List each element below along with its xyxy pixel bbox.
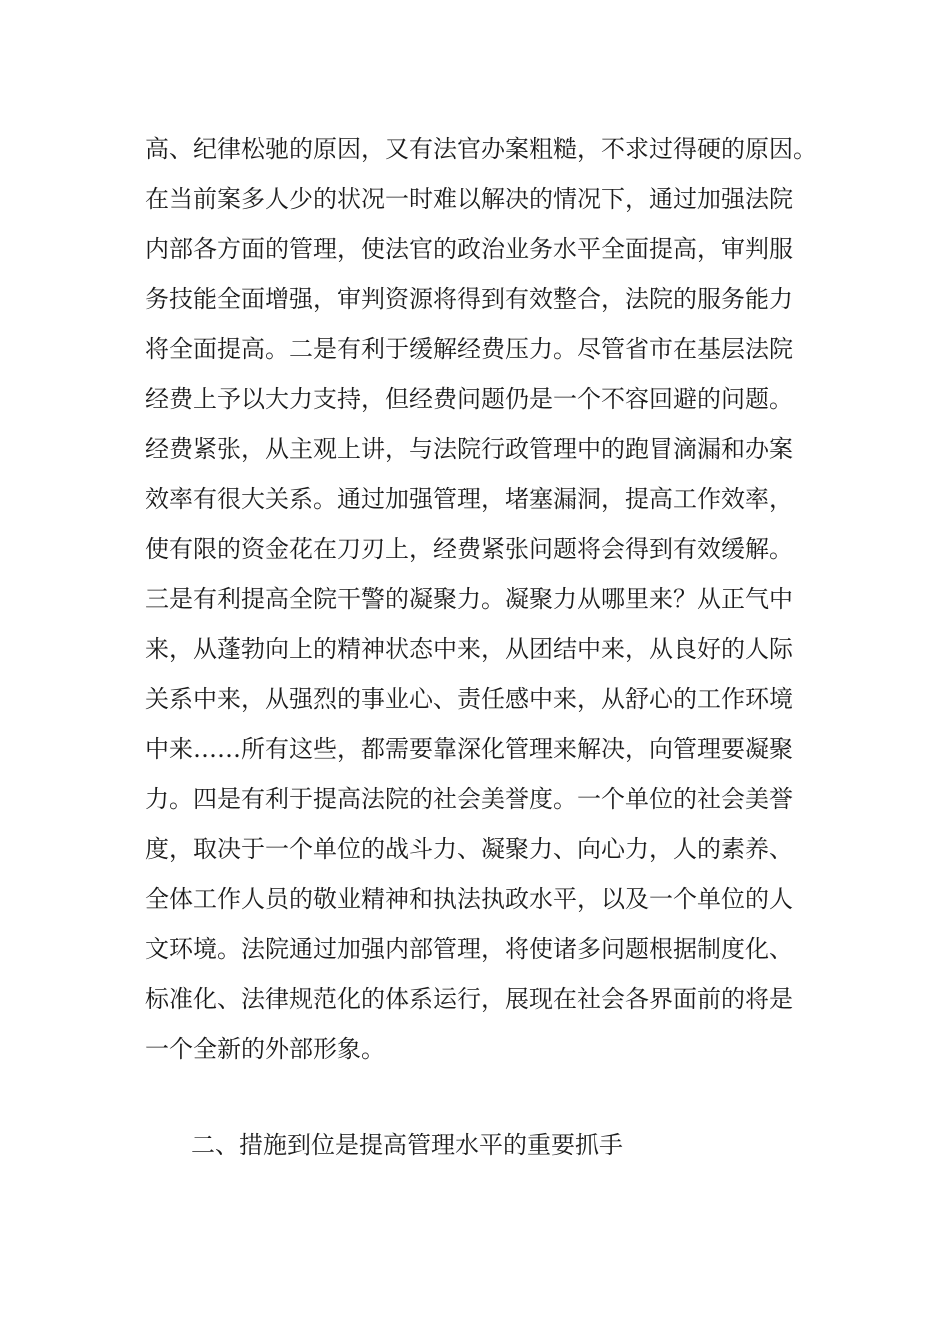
paragraph-line: 来，从蓬勃向上的精神状态中来，从团结中来，从良好的人际 [145, 635, 793, 663]
paragraph-line: 内部各方面的管理，使法官的政治业务水平全面提高，审判服 [145, 235, 793, 263]
paragraph-line: 经费紧张，从主观上讲，与法院行政管理中的跑冒滴漏和办案 [145, 435, 793, 463]
paragraph-line: 文环境。法院通过加强内部管理，将使诸多问题根据制度化、 [145, 935, 793, 963]
paragraph-line: 中来……所有这些，都需要靠深化管理来解决，向管理要凝聚 [145, 735, 793, 763]
paragraph-line: 经费上予以大力支持，但经费问题仍是一个不容回避的问题。 [145, 385, 793, 413]
paragraph-line: 一个全新的外部形象。 [145, 1035, 385, 1063]
paragraph-line: 关系中来，从强烈的事业心、责任感中来，从舒心的工作环境 [145, 685, 793, 713]
paragraph-line: 效率有很大关系。通过加强管理，堵塞漏洞，提高工作效率， [145, 485, 793, 513]
paragraph-line: 三是有利提高全院干警的凝聚力。凝聚力从哪里来？从正气中 [145, 585, 793, 613]
paragraph-line: 使有限的资金花在刀刃上，经费紧张问题将会得到有效缓解。 [145, 535, 793, 563]
paragraph-line: 标准化、法律规范化的体系运行，展现在社会各界面前的将是 [145, 985, 793, 1013]
paragraph-line: 务技能全面增强，审判资源将得到有效整合，法院的服务能力 [145, 285, 793, 313]
paragraph-line: 全体工作人员的敬业精神和执法执政水平，以及一个单位的人 [145, 885, 793, 913]
paragraph-line: 力。四是有利于提高法院的社会美誉度。一个单位的社会美誉 [145, 785, 793, 813]
paragraph-line: 高、纪律松驰的原因，又有法官办案粗糙，不求过得硬的原因。 [145, 135, 817, 163]
paragraph-line: 在当前案多人少的状况一时难以解决的情况下，通过加强法院 [145, 185, 793, 213]
paragraph-line: 将全面提高。二是有利于缓解经费压力。尽管省市在基层法院 [145, 335, 793, 363]
paragraph-line: 度，取决于一个单位的战斗力、凝聚力、向心力，人的素养、 [145, 835, 793, 863]
body-paragraph [145, 124, 845, 1074]
section-heading: 二、措施到位是提高管理水平的重要抓手 [191, 1131, 623, 1159]
